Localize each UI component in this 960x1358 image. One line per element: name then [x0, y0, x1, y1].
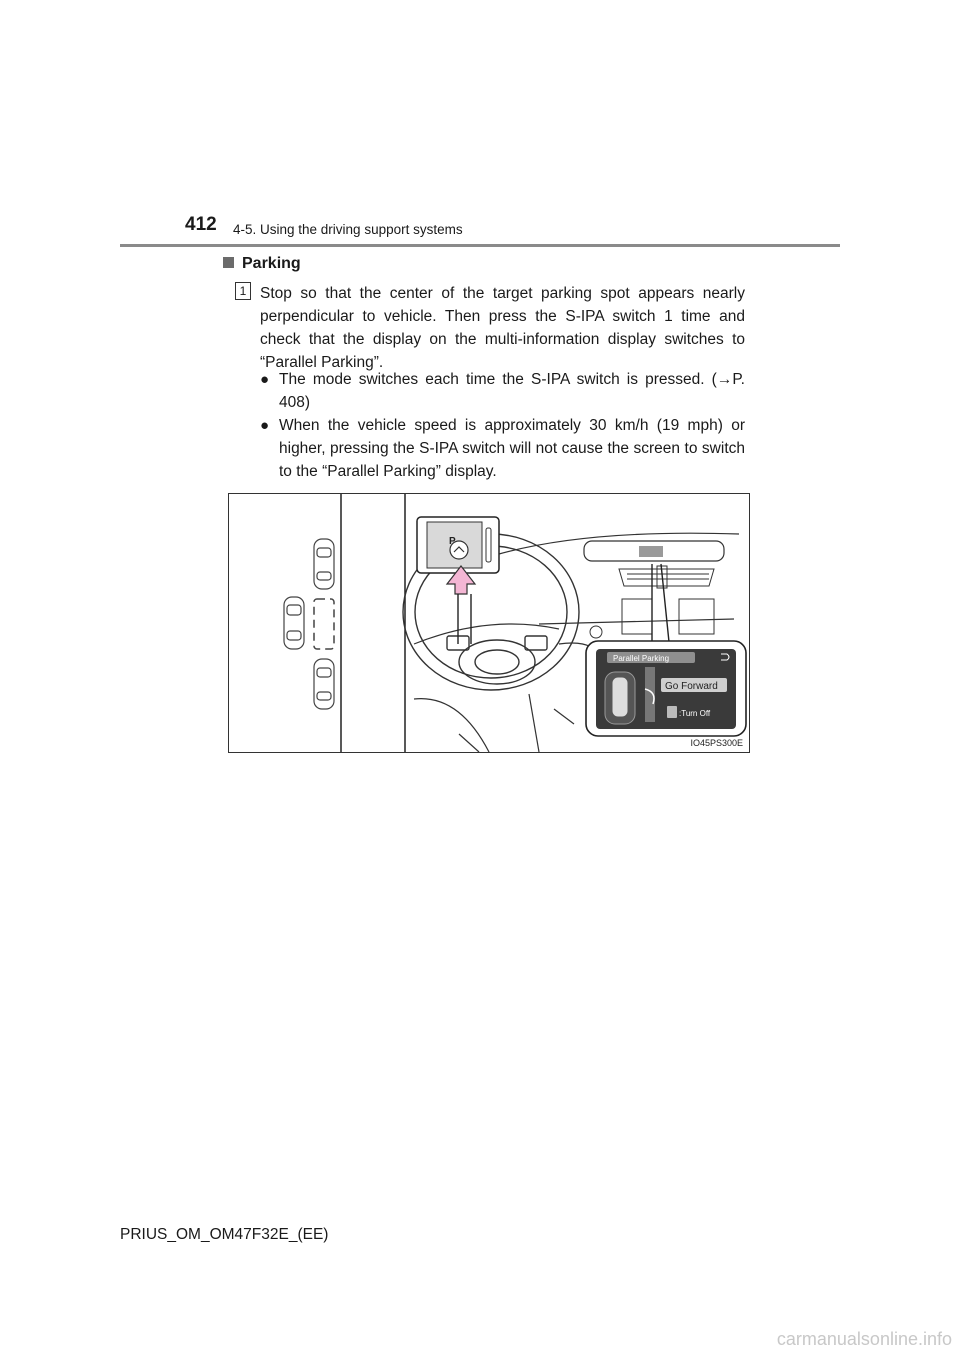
bullet-text: When the vehicle speed is approximately 30 km/h (19 mph) or higher, pressing the S-IPA switch will not cause the screen to switch to the “Parallel Parking” display.	[279, 417, 745, 480]
display-instruction: Go Forward	[665, 681, 718, 692]
parked-car-rear-icon	[314, 659, 334, 709]
display-car-icon	[612, 677, 628, 717]
target-parking-spot	[314, 599, 334, 649]
illustration-svg	[229, 494, 749, 752]
parking-illustration	[228, 493, 750, 753]
bullet-dot-icon: ●	[260, 371, 270, 388]
own-car-icon	[284, 597, 304, 649]
step-number-badge: 1	[235, 282, 251, 300]
header-rule	[120, 244, 840, 247]
parked-car-front-icon	[314, 539, 334, 589]
footer-doc-code: PRIUS_OM_OM47F32E_(EE)	[120, 1226, 329, 1243]
bullet-text: The mode switches each time the S-IPA switch is pressed. (→P. 408)	[279, 371, 745, 411]
heading-square-icon	[223, 257, 234, 268]
knob-icon	[590, 626, 602, 638]
heading-text: Parking	[242, 255, 301, 272]
bullet-item	[260, 368, 745, 414]
display-title: Parallel Parking	[613, 654, 670, 663]
turn-off-switch-icon	[667, 706, 677, 718]
leader-line	[661, 564, 669, 642]
figure-code: IO45PS300E	[690, 738, 743, 748]
multi-information-display	[639, 546, 663, 557]
watermark: carmanualsonline.info	[776, 1329, 952, 1349]
page-number: 412	[185, 214, 217, 235]
bullet-item	[260, 414, 745, 483]
switch-letter: P	[449, 536, 456, 547]
section-heading	[223, 255, 301, 273]
step-text: Stop so that the center of the target parking spot appears nearly perpendicular to vehicle. Then press the S-IPA switch 1 time and check that the display on the multi-information display switches to “Parallel Parking”.	[260, 285, 745, 371]
section-title: 4-5. Using the driving support systems	[233, 222, 463, 237]
display-turn-off: :Turn Off	[679, 709, 711, 718]
bullet-dot-icon: ●	[260, 417, 270, 434]
